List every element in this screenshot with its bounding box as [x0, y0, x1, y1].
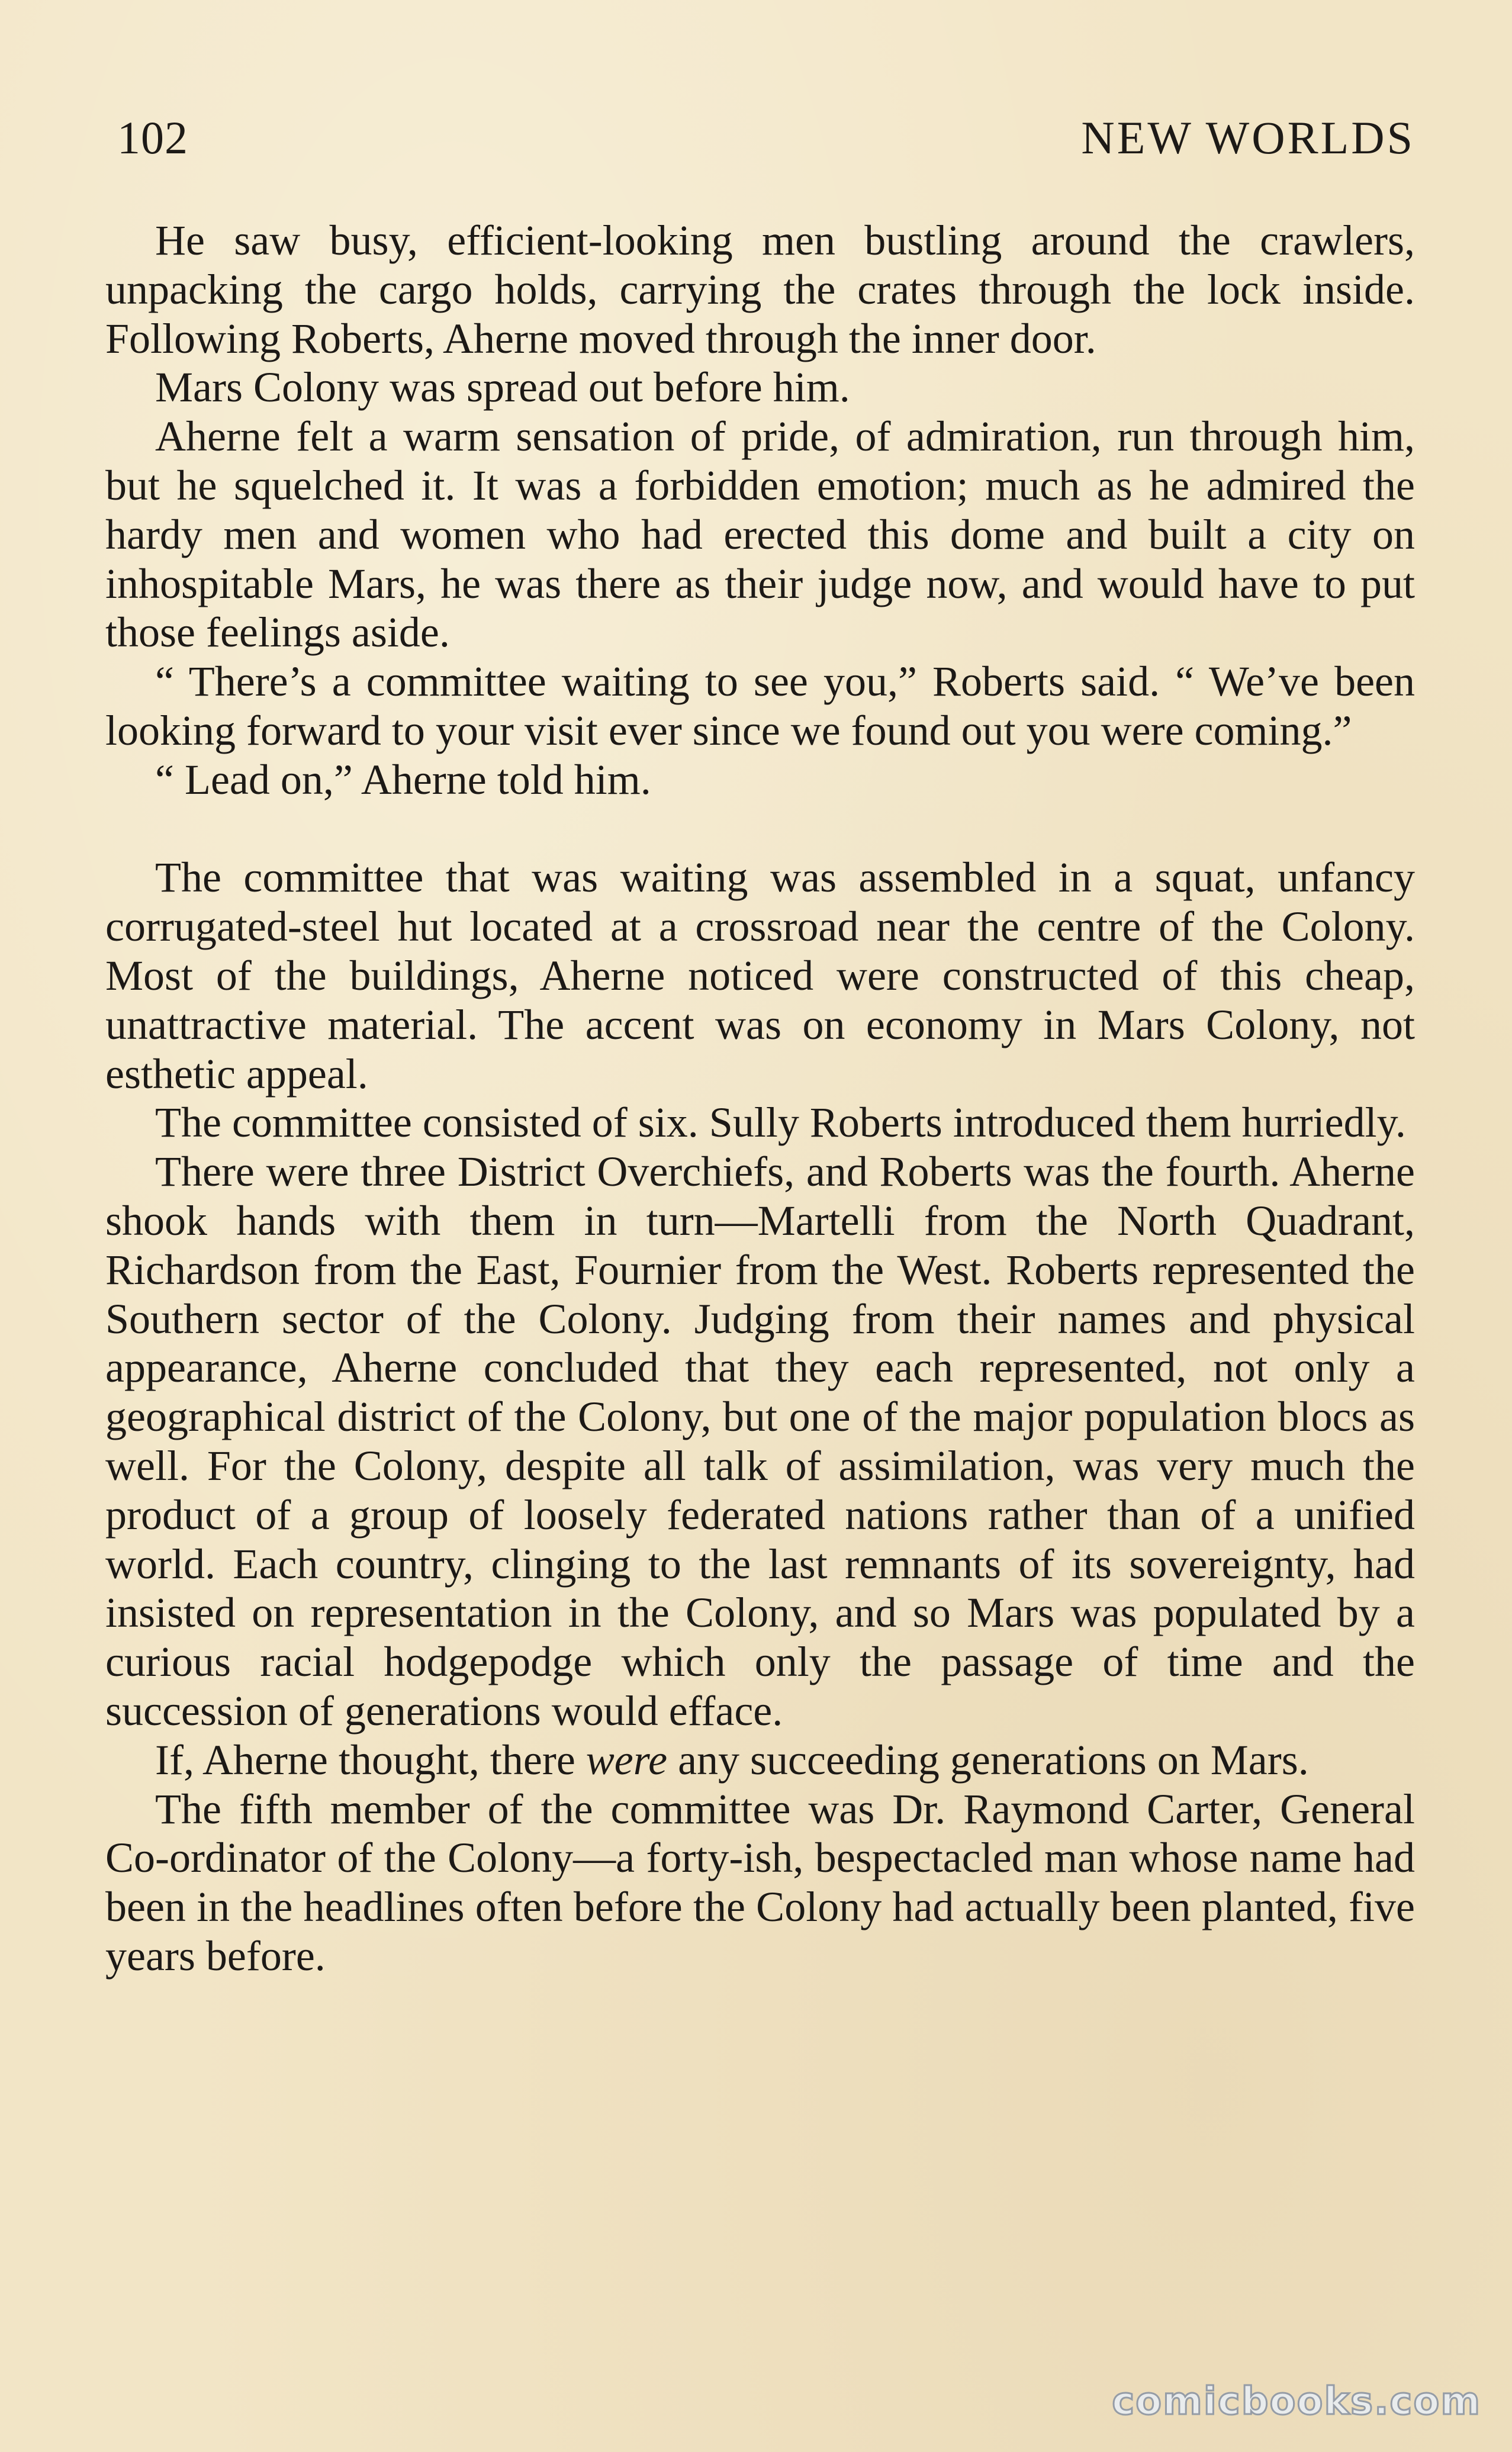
body-text — [105, 216, 1415, 1981]
paragraph: Mars Colony was spread out before him. — [155, 363, 850, 411]
paragraph: The fifth member of the committee was Dr. Raymond Carter, General Co-ordinator of the Colony—a forty-ish, bespectacled man whose name had been in the headlines often before the Colony had actually been planted, five years before. — [105, 1785, 1415, 1980]
paragraph: Aherne felt a warm sensation of pride, of admiration, run through him, but he squelched it. It was a forbidden emotion; much as he admired the hardy men and women who had erected this dome and built a city on inhospitable Mars, he was there as their judge now, and would have to put those feelings aside. — [105, 413, 1415, 657]
paragraph — [105, 1736, 1415, 1785]
page-header — [117, 111, 1415, 176]
paragraph: “ There’s a committee waiting to see you,” Roberts said. “ We’ve been looking forward to your visit ever since we found out you were coming.” — [105, 658, 1415, 754]
page-number: 102 — [117, 112, 188, 163]
paragraph: “ Lead on,” Aherne told him. — [155, 755, 651, 803]
paragraph: The committee that was waiting was assembled in a squat, unfancy corrugated-steel hut located at a crossroad near the centre of the Colony. Most of the buildings, Aherne noticed were constructed of this cheap, unattractive material. The accent was on economy in Mars Colony, not esthetic appeal. — [105, 854, 1415, 1098]
paragraph: He saw busy, efficient-looking men bustling around the crawlers, unpacking the cargo holds, carrying the crates through the lock inside. Following Roberts, Aherne moved through the inner door. — [105, 217, 1415, 362]
emphasis-text: were — [586, 1736, 668, 1784]
paragraph: There were three District Overchiefs, and Roberts was the fourth. Aherne shook hands with them in turn—Martelli from the North Quadrant, Richardson from the East, Fournier from the West. Roberts represented the Southern sector of the Colony. Judging from their names and physical appearance, Aherne concluded that they each represented, not only a geographical district of the Colony, but one of the major population blocs as well. For the Colony, despite all talk of assimilation, was very much the product of a group of loosely federated nations rather than of a unified world. Each country, clinging to the last remnants of its sovereignty, had insisted on representation in the Colony, and so Mars was populated by a curious racial hodgepodge which only the passage of time and the succession of generations would efface. — [105, 1148, 1415, 1735]
watermark-logo: comicbooks.com — [1112, 2380, 1481, 2424]
paragraph-text: If, Aherne thought, there — [155, 1736, 586, 1784]
running-head: NEW WORLDS — [1081, 112, 1415, 163]
paragraph: The committee consisted of six. Sully Roberts introduced them hurriedly. — [155, 1099, 1406, 1147]
paragraph-text: any succeeding generations on Mars. — [667, 1736, 1309, 1784]
